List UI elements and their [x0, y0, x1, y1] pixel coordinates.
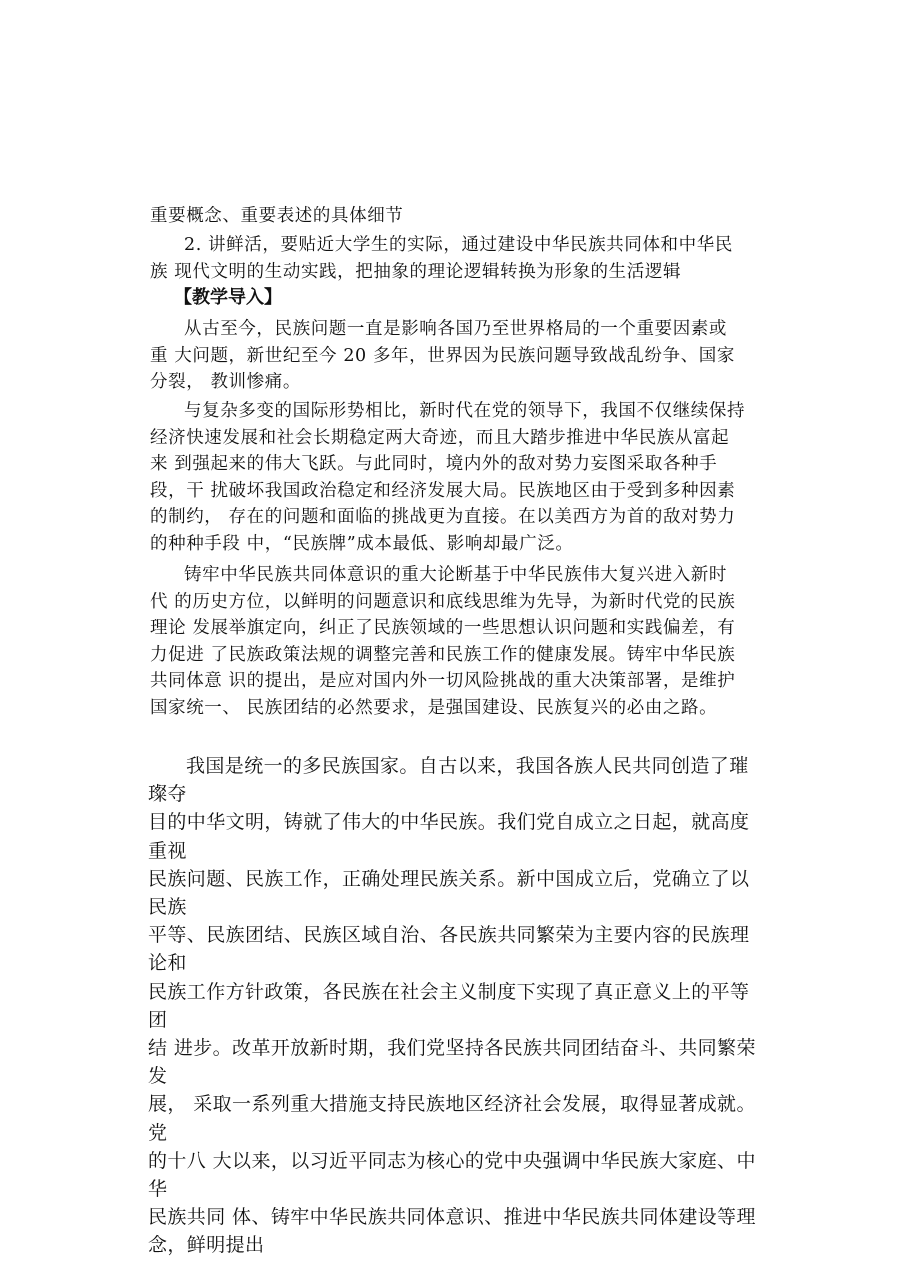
paragraph-2: 与复杂多变的国际形势相比，新时代在党的领导下，我国不仅继续保持 经济快速发展和社会长期稳定两大奇迹，而且大踏步推进中华民族从富起 来 到强起来的伟大飞跃。与此同时，境内外的敌对势力妄图采取各种手 段，干 扰破坏我国政治稳定和经济发展大局。民族地区由于受到多种因素 的制约， 存在的问题和面临的挑战更为直接。在以美西方为首的敌对势力 的种种手段 中，“民族牌”成本最低、影响却最广泛。	[150, 401, 746, 554]
section-heading: 【教学导入】	[174, 287, 282, 308]
paragraph-3: 铸牢中华民族共同体意识的重大论断基于中华民族伟大复兴进入新时 代 的历史方位，以鲜明的问题意识和底线思维为先导，为新时代党的民族 理论 发展举旗定向，纠正了民族领域的一些思想认识问题和实践偏差，有 力促进 了民族政策法规的调整完善和民族工作的健康发展。铸牢中华民族 共同体意 识的提出，是应对国内外一切风险挑战的重大决策部署，是维护 国家统一、 民族团结的必然要求，是强国建设、民族复兴的必由之路。	[150, 565, 736, 718]
intro-line: 重要概念、重要表述的具体细节	[150, 206, 404, 226]
teaching-point-2: 2. 讲鲜活，要贴近大学生的实际，通过建设中华民族共同体和中华民 族 现代文明的生动实践，把抽象的理论逻辑转换为形象的生活逻辑	[150, 235, 733, 282]
paragraph-1: 从古至今，民族问题一直是影响各国乃至世界格局的一个重要因素或 重 大问题，新世纪至今 20 多年，世界因为民族问题导致战乱纷争、国家 分裂， 教训惨痛。	[150, 319, 735, 392]
paragraph-4: 我国是统一的多民族国家。自古以来，我国各族人民共同创造了璀璨夺 目的中华文明，铸就了伟大的中华民族。我们党自成立之日起，就高度重视 民族问题、民族工作，正确处理民族关系。新中国成立后，党确立了以民族 平等、民族团结、民族区域自治、各民族共同繁荣为主要内容的民族理论和 民族工作方针政策，各民族在社会主义制度下实现了真正意义上的平等团 结 进步。改革开放新时期，我们党坚持各民族共同团结奋斗、共同繁荣发 展， 采取一系列重大措施支持民族地区经济社会发展，取得显著成就。党 的十八 大以来，以习近平同志为核心的党中央强调中华民族大家庭、中华 民族共同 体、铸牢中华民族共同体意识、推进中华民族共同体建设等理 念，鲜明提出	[148, 755, 756, 1257]
